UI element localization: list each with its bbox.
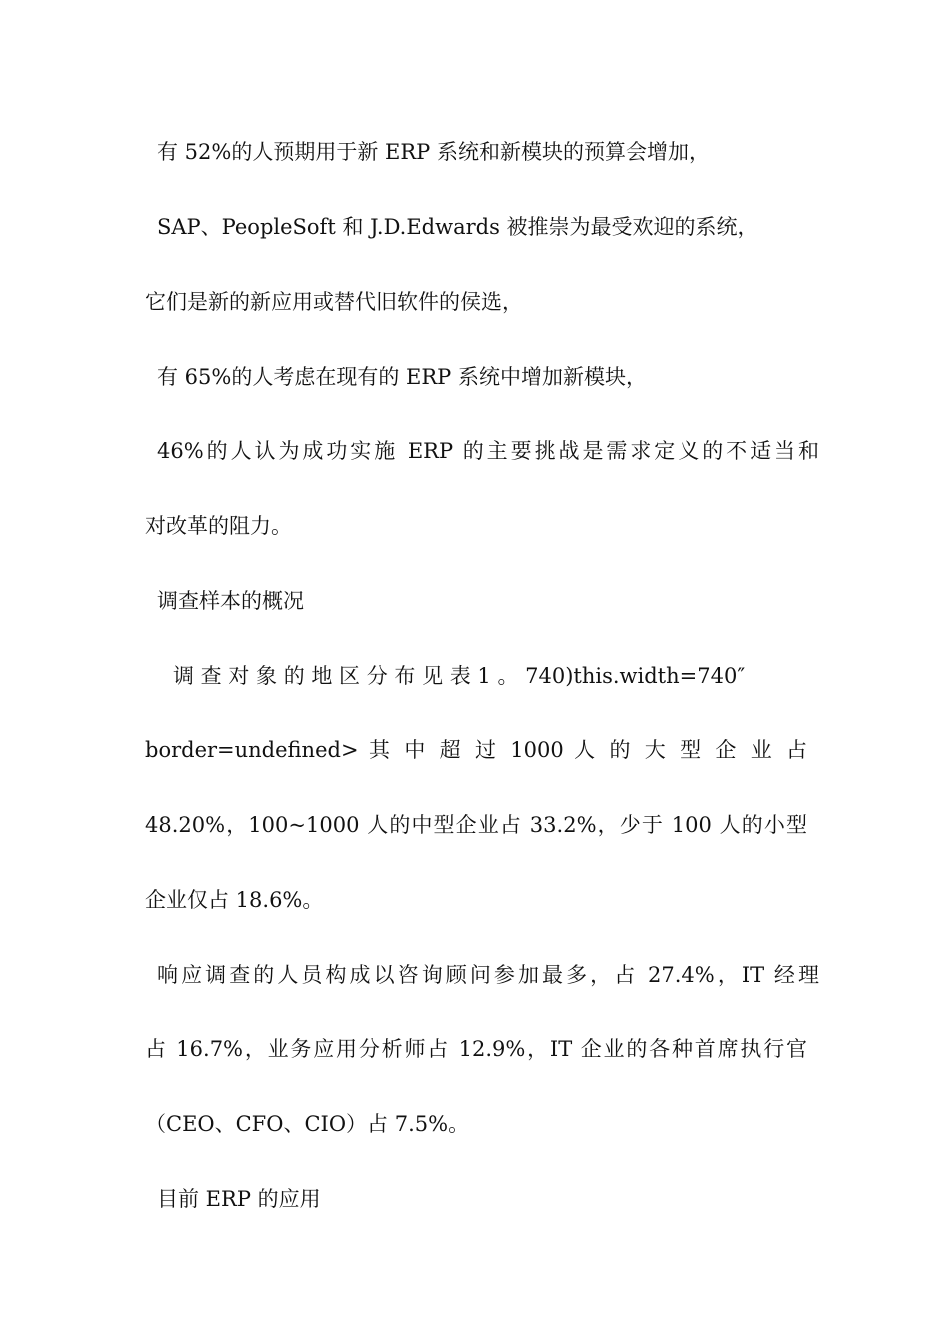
text-line-4: 有 65%的人考虑在现有的 ERP 系统中增加新模块， bbox=[157, 365, 647, 389]
text-line-10: 48.20%，100~1000 人的中型企业占 33.2%，少于 100 人的小型 bbox=[145, 813, 807, 837]
text-line-1: 有 52%的人预期用于新 ERP 系统和新模块的预算会增加， bbox=[157, 140, 710, 164]
section-heading-sample-overview: 调查样本的概况 bbox=[157, 589, 304, 613]
text-line-11: 企业仅占 18.6%。 bbox=[145, 888, 324, 912]
text-line-8: 调 查 对 象 的 地 区 分 布 见 表 1 。 740)this.width=740″ bbox=[173, 664, 746, 688]
text-line-14: （CEO、CFO、CIO）占 7.5%。 bbox=[145, 1112, 470, 1136]
text-line-6: 对改革的阻力。 bbox=[145, 514, 292, 538]
text-line-2: SAP、PeopleSoft 和 J.D.Edwards 被推崇为最受欢迎的系统， bbox=[157, 215, 759, 239]
text-line-13: 占 16.7%，业务应用分析师占 12.9%，IT 企业的各种首席执行官 bbox=[145, 1037, 807, 1061]
text-line-3: 它们是新的新应用或替代旧软件的侯选， bbox=[145, 290, 523, 314]
text-line-5: 46%的人认为成功实施 ERP 的主要挑战是需求定义的不适当和 bbox=[157, 439, 819, 463]
section-heading-current-erp: 目前 ERP 的应用 bbox=[157, 1187, 321, 1211]
text-line-9: border=undefined> 其 中 超 过 1000 人 的 大 型 企 业 占 bbox=[145, 738, 807, 762]
text-line-12: 响应调查的人员构成以咨询顾问参加最多，占 27.4%，IT 经理 bbox=[157, 963, 819, 987]
